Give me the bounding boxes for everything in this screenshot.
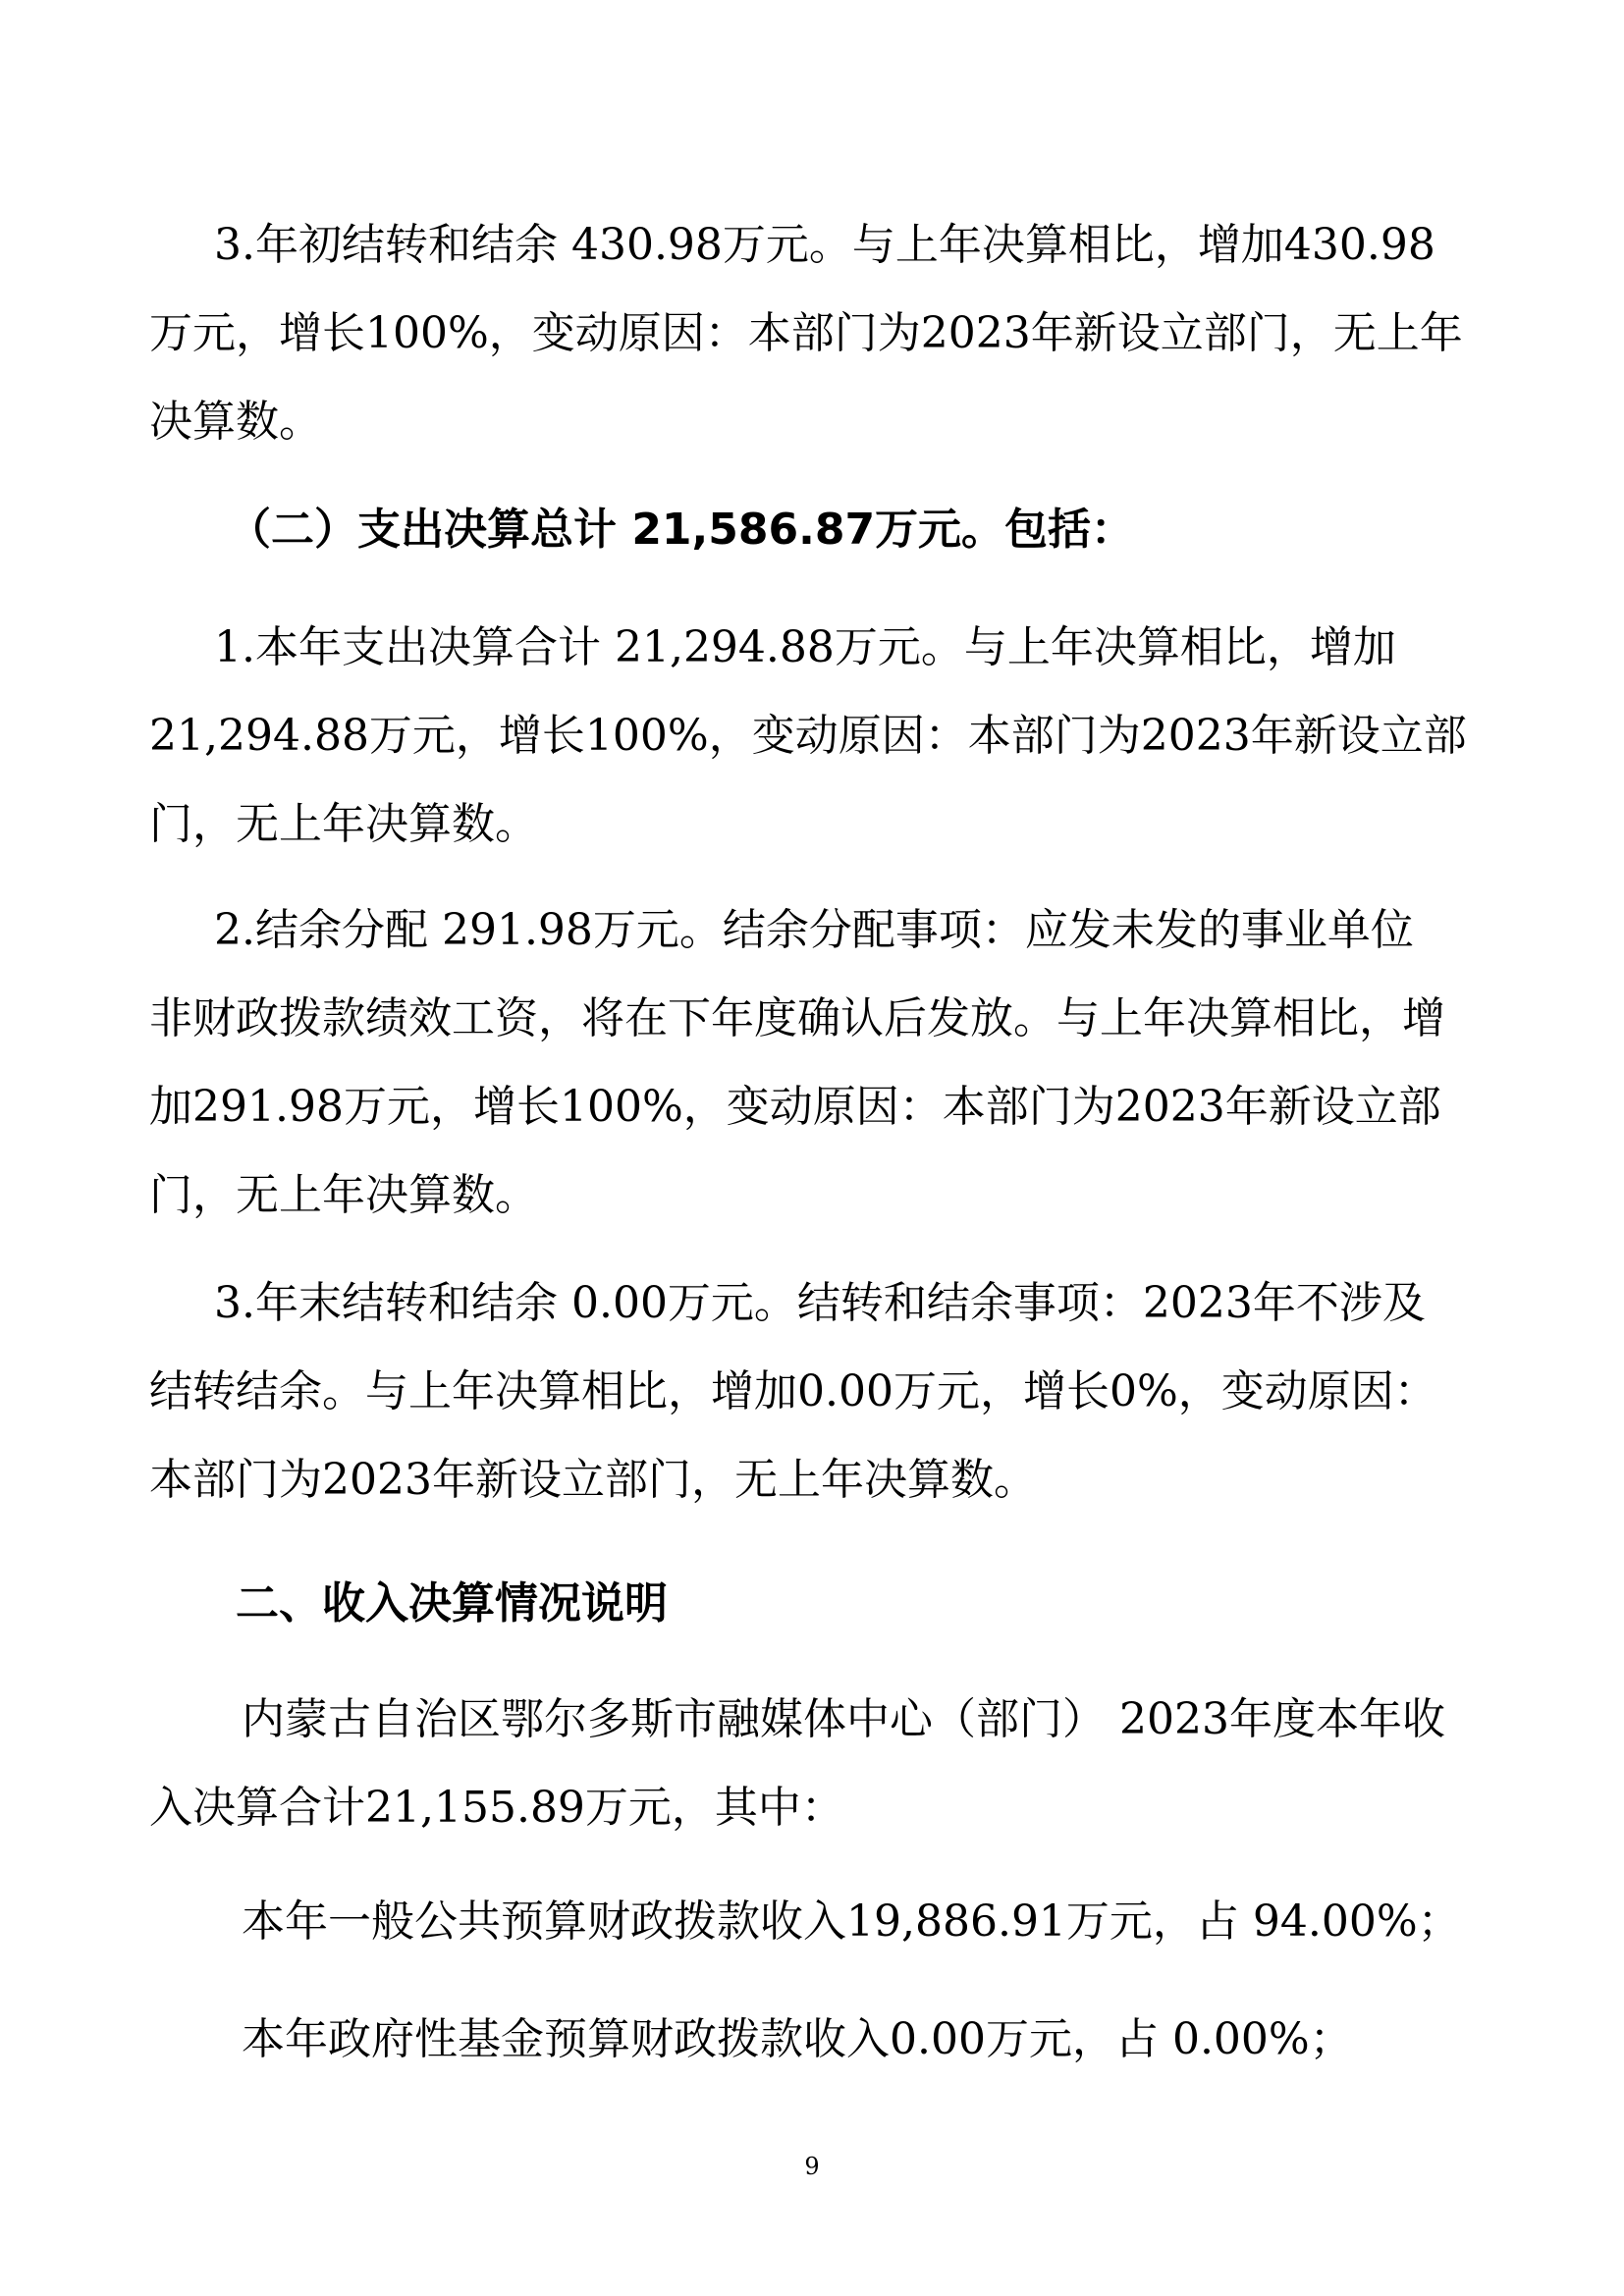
text-line: 本部门为2023年新设立部门，无上年决算数。: [149, 1455, 1037, 1505]
page-number: 9: [804, 2153, 820, 2180]
section-heading: 二、收入决算情况说明: [236, 1578, 668, 1629]
text-line: 2.结余分配 291.98万元。结余分配事项：应发未发的事业单位: [214, 905, 1414, 955]
text-line: 本年政府性基金预算财政拨款收入0.00万元，占 0.00%；: [242, 2014, 1353, 2064]
text-line: 3.年初结转和结余 430.98万元。与上年决算相比，增加430.98: [214, 220, 1435, 270]
text-line: 入决算合计21,155.89万元，其中：: [149, 1783, 844, 1833]
text-line: 21,294.88万元，增长100%，变动原因：本部门为2023年新设立部: [149, 711, 1467, 761]
text-line: 3.年末结转和结余 0.00万元。结转和结余事项：2023年不涉及: [214, 1278, 1426, 1328]
text-line: 万元，增长100%，变动原因：本部门为2023年新设立部门，无上年: [149, 308, 1463, 358]
text-line: 非财政拨款绩效工资，将在下年度确认后发放。与上年决算相比，增: [149, 993, 1445, 1043]
text-line: 决算数。: [149, 397, 322, 447]
text-line: 内蒙古自治区鄂尔多斯市融媒体中心（部门） 2023年度本年收: [242, 1694, 1445, 1744]
text-line: 门，无上年决算数。: [149, 1170, 538, 1220]
text-line: 1.本年支出决算合计 21,294.88万元。与上年决算相比，增加: [214, 622, 1396, 672]
text-line: 结转结余。与上年决算相比，增加0.00万元，增长0%，变动原因：: [149, 1366, 1437, 1416]
text-line: 加291.98万元，增长100%，变动原因：本部门为2023年新设立部: [149, 1082, 1441, 1132]
section-heading: （二）支出决算总计 21,586.87万元。包括：: [228, 505, 1135, 555]
text-line: 门，无上年决算数。: [149, 799, 538, 849]
text-line: 本年一般公共预算财政拨款收入19,886.91万元，占 94.00%；: [242, 1896, 1461, 1947]
